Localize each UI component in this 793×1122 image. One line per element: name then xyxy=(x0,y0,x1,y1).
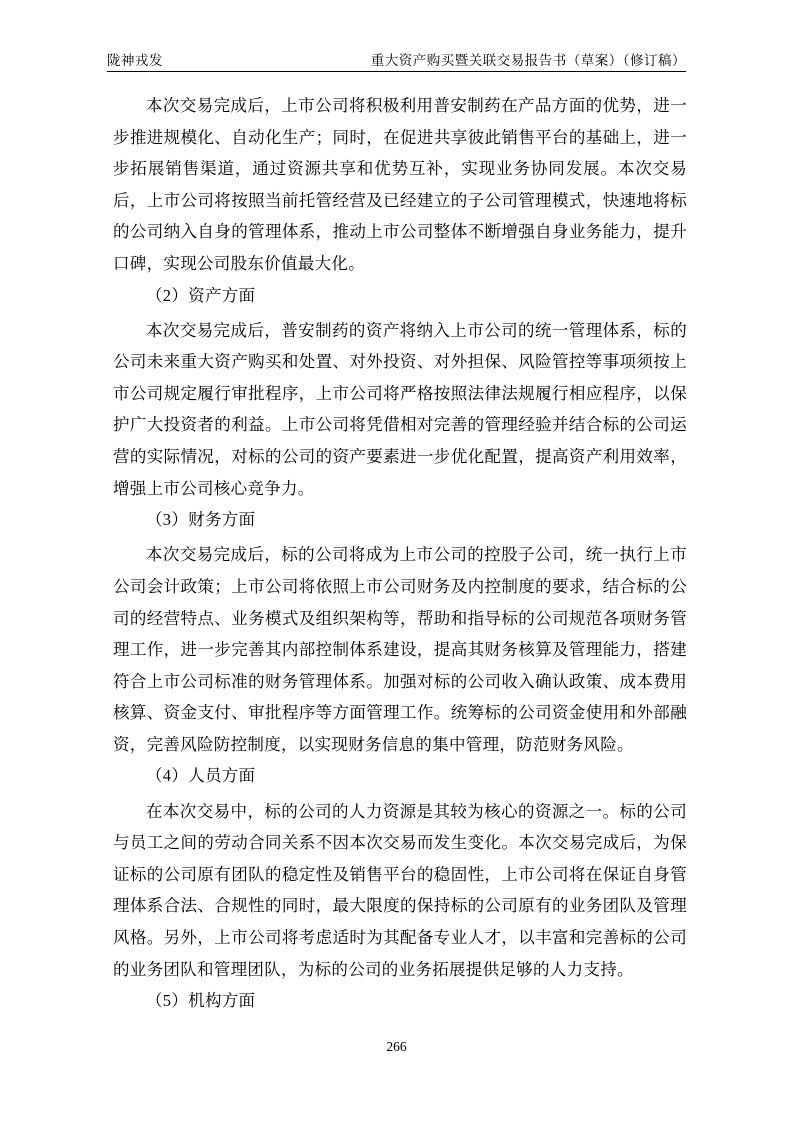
page-footer xyxy=(0,1038,793,1056)
paragraph-business-synergy: 本次交易完成后，上市公司将积极利用普安制药在产品方面的优势，进一步推进规模化、自动化生产；同时，在促进共享彼此销售平台的基础上，进一步拓展销售渠道，通过资源共享和优势互补，实现业务协同发展。本次交易后，上市公司将按照当前托管经营及已经建立的子公司管理模式，快速地将标的公司纳入自身的管理体系，推动上市公司整体不断增强自身业务能力，提升口碑，实现公司股东价值最大化。 xyxy=(113,96,687,273)
header-left-title: 陇神戎发 xyxy=(107,53,163,68)
section-heading-5-organization: （5）机构方面 xyxy=(146,991,256,1011)
header-right-title: 重大资产购买暨关联交易报告书（草案）（修订稿） xyxy=(370,53,686,68)
section-heading-2-assets: （2）资产方面 xyxy=(146,285,256,305)
page-header xyxy=(107,52,686,72)
section-heading-3-finance: （3）财务方面 xyxy=(146,510,256,530)
paragraph-assets: 本次交易完成后，普安制药的资产将纳入上市公司的统一管理体系，标的公司未来重大资产购买和处置、对外投资、对外担保、风险管控等事项须按上市公司规定履行审批程序，上市公司将严格按照法律法规履行相应程序，以保护广大投资者的利益。上市公司将凭借相对完善的管理经验并结合标的公司运营的实际情况，对标的公司的资产要素进一步优化配置，提高资产利用效率，增强上市公司核心竞争力。 xyxy=(113,320,687,498)
paragraph-finance: 本次交易完成后，标的公司将成为上市公司的控股子公司，统一执行上市公司会计政策；上市公司将依照上市公司财务及内控制度的要求，结合标的公司的经营特点、业务模式及组织架构等，帮助和指导标的公司规范各项财务管理工作，进一步完善其内部控制体系建设，提高其财务核算及管理能力，搭建符合上市公司标准的财务管理体系。加强对标的公司收入确认政策、成本费用核算、资金支付、审批程序等方面管理工作。统筹标的公司资金使用和外部融资，完善风险防控制度，以实现财务信息的集中管理，防范财务风险。 xyxy=(113,545,687,754)
section-heading-4-personnel: （4）人员方面 xyxy=(146,766,256,786)
paragraph-personnel: 在本次交易中，标的公司的人力资源是其较为核心的资源之一。标的公司与员工之间的劳动合同关系不因本次交易而发生变化。本次交易完成后，为保证标的公司原有团队的稳定性及销售平台的稳固性，上市公司将在保证自身管理体系合法、合规性的同时，最大限度的保持标的公司原有的业务团队及管理风格。另外，上市公司将考虑适时为其配备专业人才，以丰富和完善标的公司的业务团队和管理团队，为标的公司的业务拓展提供足够的人力支持。 xyxy=(113,801,687,979)
page-number: 266 xyxy=(386,1039,407,1054)
document-body xyxy=(113,90,687,1020)
